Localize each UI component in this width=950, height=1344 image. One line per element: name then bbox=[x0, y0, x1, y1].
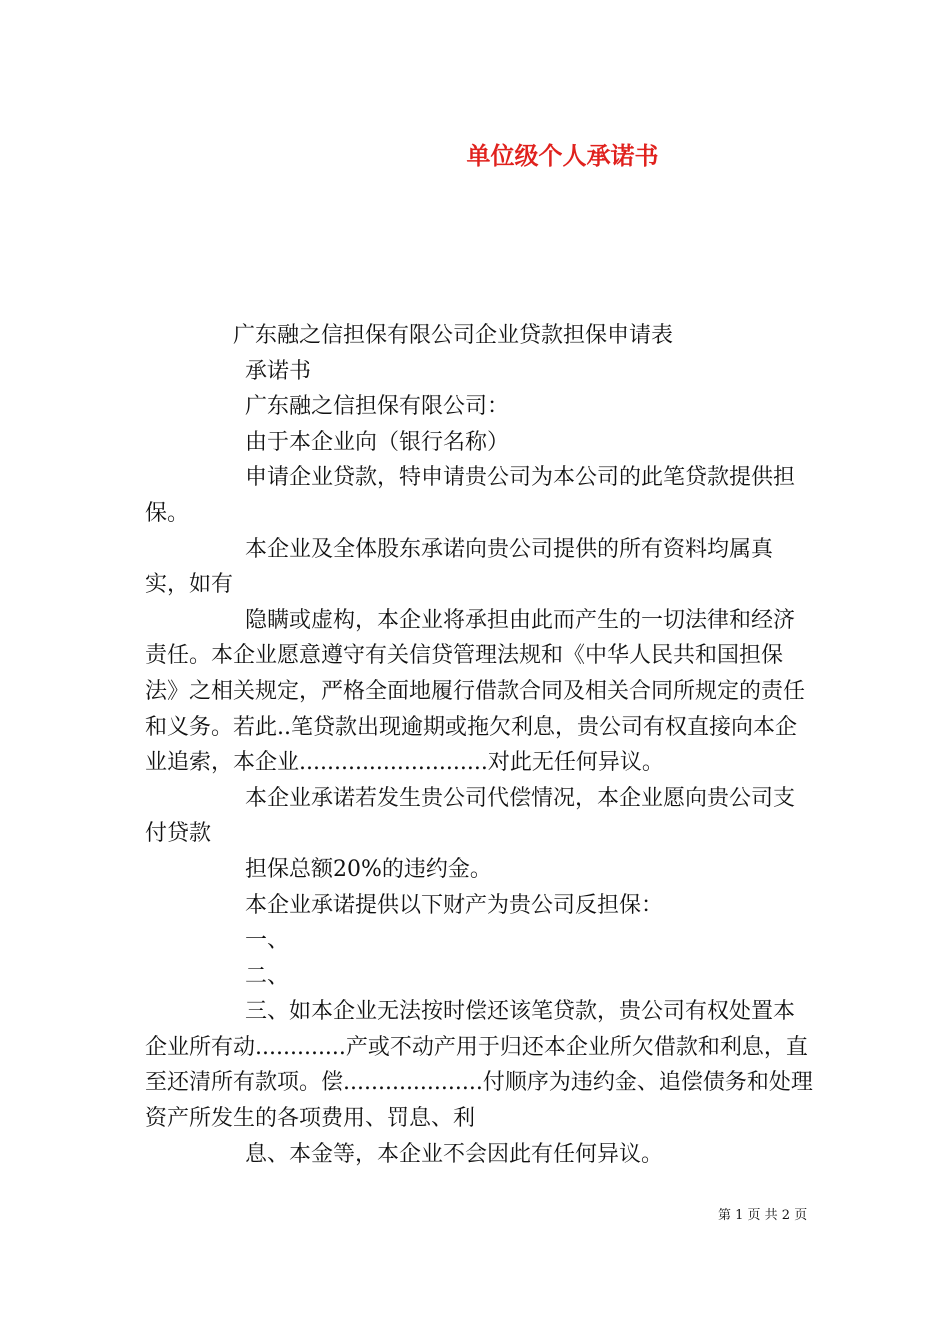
list-item-three: 三、如本企业无法按时偿还该笔贷款，贵公司有权处置本企业所有动.............产或不动产用于归还本企业所欠借款和利息，直至还清所有款项。偿....................付顺序为违约金、追偿债务和处理资产所发生的各项费用、罚息、利 bbox=[145, 999, 813, 1132]
list-item-two: 二、 bbox=[245, 963, 290, 989]
form-heading: 广东融之信担保有限公司企业贷款担保申请表 bbox=[233, 323, 674, 348]
paragraph-truthfulness: 本企业及全体股东承诺向贵公司提供的所有资料均属真实，如有 bbox=[145, 536, 774, 598]
paragraph-counter-guarantee: 本企业承诺提供以下财产为贵公司反担保： bbox=[245, 892, 664, 918]
paragraph-penalty: 本企业承诺若发生贵公司代偿情况，本企业愿向贵公司支付贷款 bbox=[145, 785, 796, 847]
paragraph-bank: 由于本企业向（银行名称） bbox=[245, 429, 510, 455]
paragraph-closing: 息、本金等，本企业不会因此有任何异议。 bbox=[245, 1141, 664, 1167]
document-body bbox=[145, 318, 815, 1172]
paragraph-penalty-rate: 担保总额20%的违约金。 bbox=[245, 856, 492, 882]
addressee: 广东融之信担保有限公司： bbox=[245, 394, 510, 420]
document-title: 单位级个人承诺书 bbox=[466, 141, 659, 170]
list-item-one: 一、 bbox=[245, 928, 290, 954]
paragraph-application: 申请企业贷款，特申请贵公司为本公司的此笔贷款提供担保。 bbox=[145, 465, 796, 526]
paragraph-liability: 隐瞒或虚构，本企业将承担由此而产生的一切法律和经济责任。本企业愿意遵守有关信贷管理法规和《中华人民共和国担保法》之相关规定，严格全面地履行借款合同及相关合同所规定的责任和义务。若此..笔贷款出现逾期或拖欠利息，贵公司有权直接向本企业追索，本企业...........................对此无任何异议。 bbox=[145, 607, 806, 776]
page-number: 第 1 页 共 2 页 bbox=[718, 1208, 808, 1223]
commitment-heading: 承诺书 bbox=[245, 358, 312, 384]
